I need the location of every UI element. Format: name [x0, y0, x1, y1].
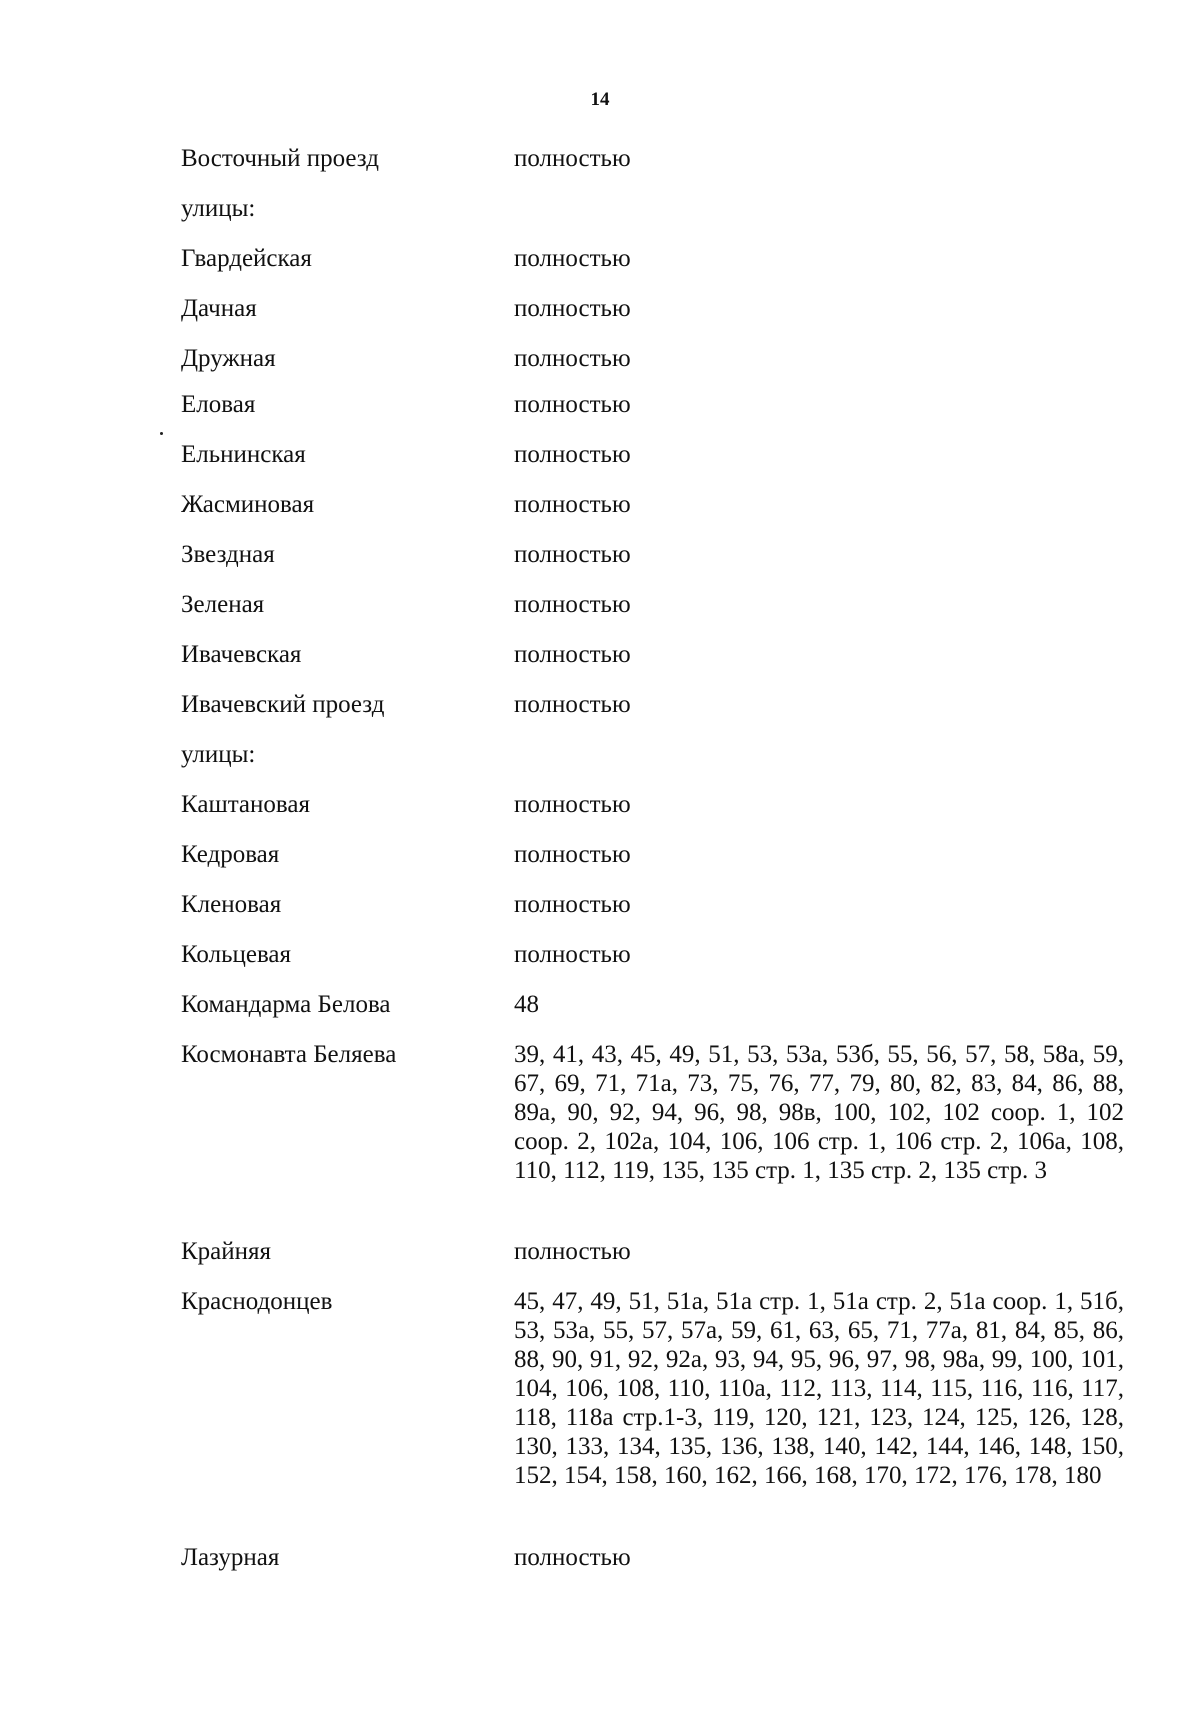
house-numbers: 39, 41, 43, 45, 49, 51, 53, 53а, 53б, 55, 56, 57, 58, 58а, 59, 67, 69, 71, 71а, 73, 75, 76, 77, 79, 80, 82, 83, 84, 86, 88, 89а, 90, 92, 94, 96, 98, 98в, 100, 102, 102 соор. 1, 102 соор. 2, 102а, 104, 106, 106 стр. 1, 106 стр. 2, 106а, 108, 110, 112, 119, 135, 135 стр. 1, 135 стр. 2, 135 стр. 3 [514, 1041, 1124, 1184]
section-label: улицы: [181, 195, 256, 222]
street-name: Кленовая [181, 891, 282, 918]
street-name: Жасминовая [181, 491, 315, 518]
house-numbers: полностью [514, 391, 631, 418]
house-numbers: полностью [514, 295, 631, 322]
street-name: Каштановая [181, 791, 310, 818]
house-numbers: полностью [514, 691, 631, 718]
street-name: Восточный проезд [181, 145, 379, 172]
house-numbers: полностью [514, 1544, 631, 1571]
street-name: Звездная [181, 541, 275, 568]
house-numbers: полностью [514, 891, 631, 918]
street-name: Крайняя [181, 1238, 272, 1265]
street-name: Командарма Белова [181, 991, 391, 1018]
house-numbers: полностью [514, 491, 631, 518]
street-name: Гвардейская [181, 245, 312, 272]
house-numbers: полностью [514, 145, 631, 172]
house-numbers: полностью [514, 841, 631, 868]
section-label: улицы: [181, 741, 256, 768]
house-numbers: полностью [514, 591, 631, 618]
street-name: Ивачевская [181, 641, 302, 668]
street-name: Еловая [181, 391, 256, 418]
street-name: Ельнинская [181, 441, 306, 468]
street-name: Ивачевский проезд [181, 691, 385, 718]
street-name: Дружная [181, 345, 276, 372]
house-numbers: полностью [514, 541, 631, 568]
street-name: Кольцевая [181, 941, 292, 968]
house-numbers: полностью [514, 941, 631, 968]
house-numbers: полностью [514, 345, 631, 372]
house-numbers: полностью [514, 1238, 631, 1265]
street-name: Зеленая [181, 591, 265, 618]
house-numbers: 45, 47, 49, 51, 51а, 51а стр. 1, 51а стр. 2, 51а соор. 1, 51б, 53, 53а, 55, 57, 57а, 59, 61, 63, 65, 71, 77а, 81, 84, 85, 86, 88, 90, 91, 92, 92а, 93, 94, 95, 96, 97, 98, 98а, 99, 100, 101, 104, 106, 108, 110, 110а, 112, 113, 114, 115, 116, 116, 117, 118, 118а стр.1-3, 119, 120, 121, 123, 124, 125, 126, 128, 130, 133, 134, 135, 136, 138, 140, 142, 144, 146, 148, 150, 152, 154, 158, 160, 162, 166, 168, 170, 172, 176, 178, 180 [514, 1288, 1124, 1489]
street-name: Дачная [181, 295, 257, 322]
house-numbers: полностью [514, 441, 631, 468]
house-numbers: полностью [514, 791, 631, 818]
house-numbers: 48 [514, 991, 539, 1018]
scan-speck [160, 432, 163, 435]
street-name: Лазурная [181, 1544, 280, 1571]
house-numbers: полностью [514, 641, 631, 668]
street-name: Космонавта Беляева [181, 1041, 397, 1068]
house-numbers: полностью [514, 245, 631, 272]
page-number: 14 [590, 89, 610, 110]
street-name: Кедровая [181, 841, 280, 868]
street-name: Краснодонцев [181, 1288, 333, 1315]
